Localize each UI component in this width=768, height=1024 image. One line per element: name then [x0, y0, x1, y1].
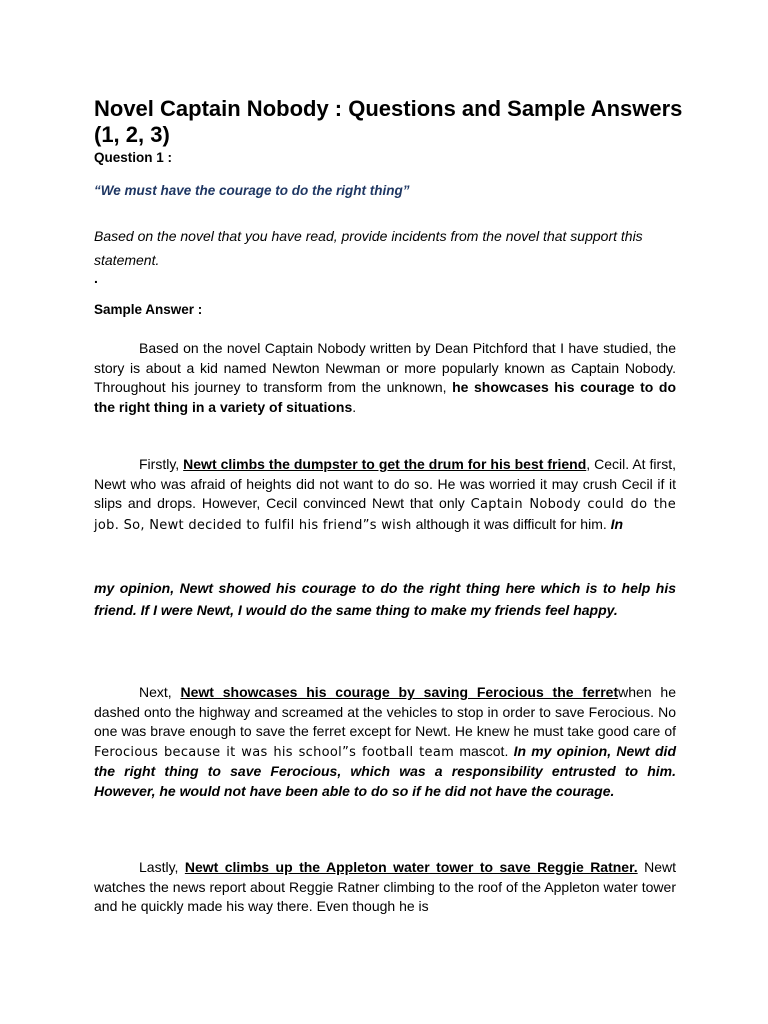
bullet-mark: . [94, 270, 98, 286]
next-text-2: mascot. [454, 742, 514, 759]
sample-answer-label: Sample Answer : [94, 302, 203, 317]
intro-bold: he showcases his courage to do the right thing in a variety of situations [94, 379, 676, 415]
question-quote: “We must have the courage to do the right thing” [94, 183, 410, 198]
lastly-lead: Lastly, [139, 859, 185, 875]
question-label: Question 1 : [94, 150, 173, 165]
firstly-bold-tail: In [610, 515, 624, 532]
next-paragraph [94, 683, 676, 801]
firstly-lead: Firstly, [139, 456, 184, 472]
question-prompt: Based on the novel that you have read, provide incidents from the novel that support this statement. [94, 228, 643, 268]
intro-end: . [352, 398, 357, 415]
lastly-underlined: Newt climbs up the Appleton water tower to save Reggie Ratner. [184, 859, 638, 875]
next-lead: Next, [139, 684, 181, 700]
page-title: Novel Captain Nobody : Questions and Sample Answers (1, 2, 3) [94, 96, 683, 147]
firstly-underlined: Newt climbs the dumpster to get the drum for his best friend [183, 456, 587, 472]
firstly-text-1: , Cecil. At first, Newt who was afraid of heights did not want to do so. He was worried it may crush Cecil if it slips and drops. However, Cecil convinced Newt that only [94, 456, 676, 511]
firstly-alt-text: Captain Nobody could do the job. So, Newt decided to fulfil his friend”s wish [94, 497, 676, 533]
next-alt-text: Ferocious because it was his school”s football team [94, 744, 455, 760]
firstly-paragraph [94, 455, 676, 535]
lastly-text-1: Newt watches the news report about Reggie Ratner climbing to the roof of the Appleton water tower and he quickly made his way there. Even though he is [94, 859, 677, 914]
next-underlined: Newt showcases his courage by saving Ferocious the ferret [180, 684, 619, 700]
next-opinion: In my opinion, Newt did the right thing to save Ferocious, which was a responsibility entrusted to him. However, he would not have been able to do so if he did not have the courage. [94, 742, 677, 799]
lastly-paragraph [94, 858, 676, 917]
intro-paragraph [94, 339, 676, 417]
firstly-opinion: my opinion, Newt showed his courage to do the right thing here which is to help his friend. If I were Newt, I would do the same thing to make my friends feel happy. [94, 580, 676, 618]
intro-text: Based on the novel Captain Nobody written by Dean Pitchford that I have studied, the story is about a kid named Newton Newman or more popularly known as Captain Nobody. Throughout his journey to transform from the unknown, [94, 340, 676, 395]
next-text-1: when he dashed onto the highway and screamed at the vehicles to stop in order to save Ferocious. No one was brave enough to save the ferret except for Newt. He knew he must take good care of [94, 684, 676, 739]
firstly-text-2: although it was difficult for him. [411, 515, 611, 532]
